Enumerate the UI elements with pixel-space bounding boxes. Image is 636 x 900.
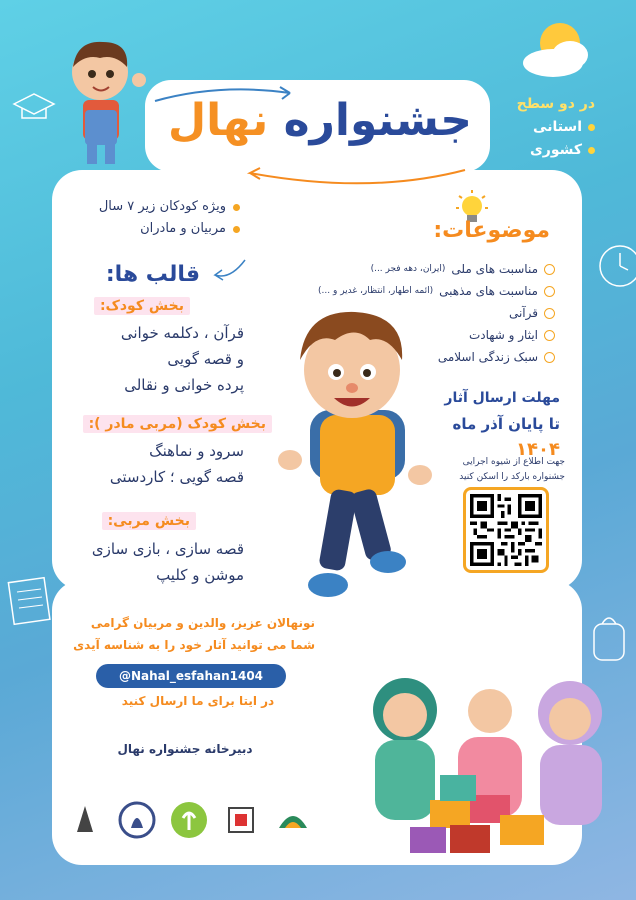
clock-icon	[592, 228, 636, 298]
send-instruction: در ایتا برای ما ارسال کنید	[121, 694, 275, 708]
title-part-2: نهال	[167, 95, 269, 146]
topic-item: مناسبت های مذهبی (ائمه اطهار، انتظار، غدیر و ...)	[290, 280, 555, 302]
message-block: نونهالان عزیز، والدین و مربیان گرامی شما می توانید آثار خود را به شناسه آیدی	[73, 616, 315, 652]
boy-illustration	[55, 32, 150, 172]
title-part-1: جشنواره	[283, 95, 473, 146]
topics-title: موضوعات:	[433, 218, 550, 243]
girls-playing-illustration	[360, 665, 630, 865]
topic-item: مناسبت های ملی (ایران، دهه فجر ...)	[290, 258, 555, 280]
levels-list	[505, 93, 595, 162]
bullet-icon	[233, 226, 240, 233]
level-item: استانی	[505, 116, 595, 139]
deadline-block	[420, 385, 560, 463]
curved-arrow-top	[150, 83, 300, 105]
bullet-icon	[588, 124, 595, 131]
sponsor-logo-2	[117, 800, 157, 840]
bullet-icon	[233, 204, 240, 211]
check-icon	[544, 286, 555, 297]
section-child-parent-body: سرود و نماهنگ قصه گویی ؛ کاردستی	[109, 442, 244, 486]
section-child-body: قرآن ، دکلمه خوانی و قصه گویی پرده خوانی و نقالی	[120, 324, 244, 394]
deadline-label: مهلت ارسال آثار	[444, 390, 560, 406]
bullet-icon	[588, 147, 595, 154]
audience-item: مربیان و مادران	[80, 218, 240, 240]
check-icon	[544, 330, 555, 341]
qr-note: جهت اطلاع از شیوه اجرایی جشنواره بارکد را اسکن کنید	[459, 457, 565, 482]
graduation-cap-icon	[12, 90, 57, 125]
levels-title: در دو سطح	[516, 96, 595, 112]
sponsor-logo-1	[65, 800, 105, 840]
sun-cloud-icon	[515, 15, 600, 80]
qr-code[interactable]	[463, 487, 549, 573]
section-child-heading: بخش کودک:	[94, 297, 190, 315]
notepad-icon	[5, 572, 55, 627]
sponsor-logo-4	[221, 800, 261, 840]
section-child-parent-heading: بخش کودک (مربی مادر ):	[83, 415, 272, 433]
curved-arrow-bottom	[240, 165, 470, 195]
eitaa-handle[interactable]: @Nahal_esfahan1404	[96, 664, 286, 688]
section-coach-body: قصه سازی ، بازی سازی موشن و کلیپ	[91, 540, 244, 584]
formats-title: قالب ها:	[105, 262, 200, 287]
formats-arrow	[210, 255, 250, 285]
sponsor-logo-5	[273, 800, 313, 840]
sponsor-logos	[65, 795, 325, 845]
topic-item: سبک زندگی اسلامی	[290, 346, 555, 368]
sponsor-logo-3	[169, 800, 209, 840]
deadline-date: تا پایان آذر ماه ۱۴۰۴	[452, 415, 560, 460]
section-coach-heading: بخش مربی:	[102, 512, 196, 530]
topic-item: ایثار و شهادت	[290, 324, 555, 346]
level-item: کشوری	[505, 139, 595, 162]
backpack-icon	[588, 610, 632, 665]
topic-item: قرآنی	[290, 302, 555, 324]
qr-code-icon	[470, 494, 542, 566]
audience-item: ویژه کودکان زیر ۷ سال	[80, 196, 240, 218]
secretariat-signature: دبیرخانه جشنواره نهال	[117, 742, 253, 756]
check-icon	[544, 264, 555, 275]
audience-list	[80, 196, 240, 240]
check-icon	[544, 352, 555, 363]
check-icon	[544, 308, 555, 319]
